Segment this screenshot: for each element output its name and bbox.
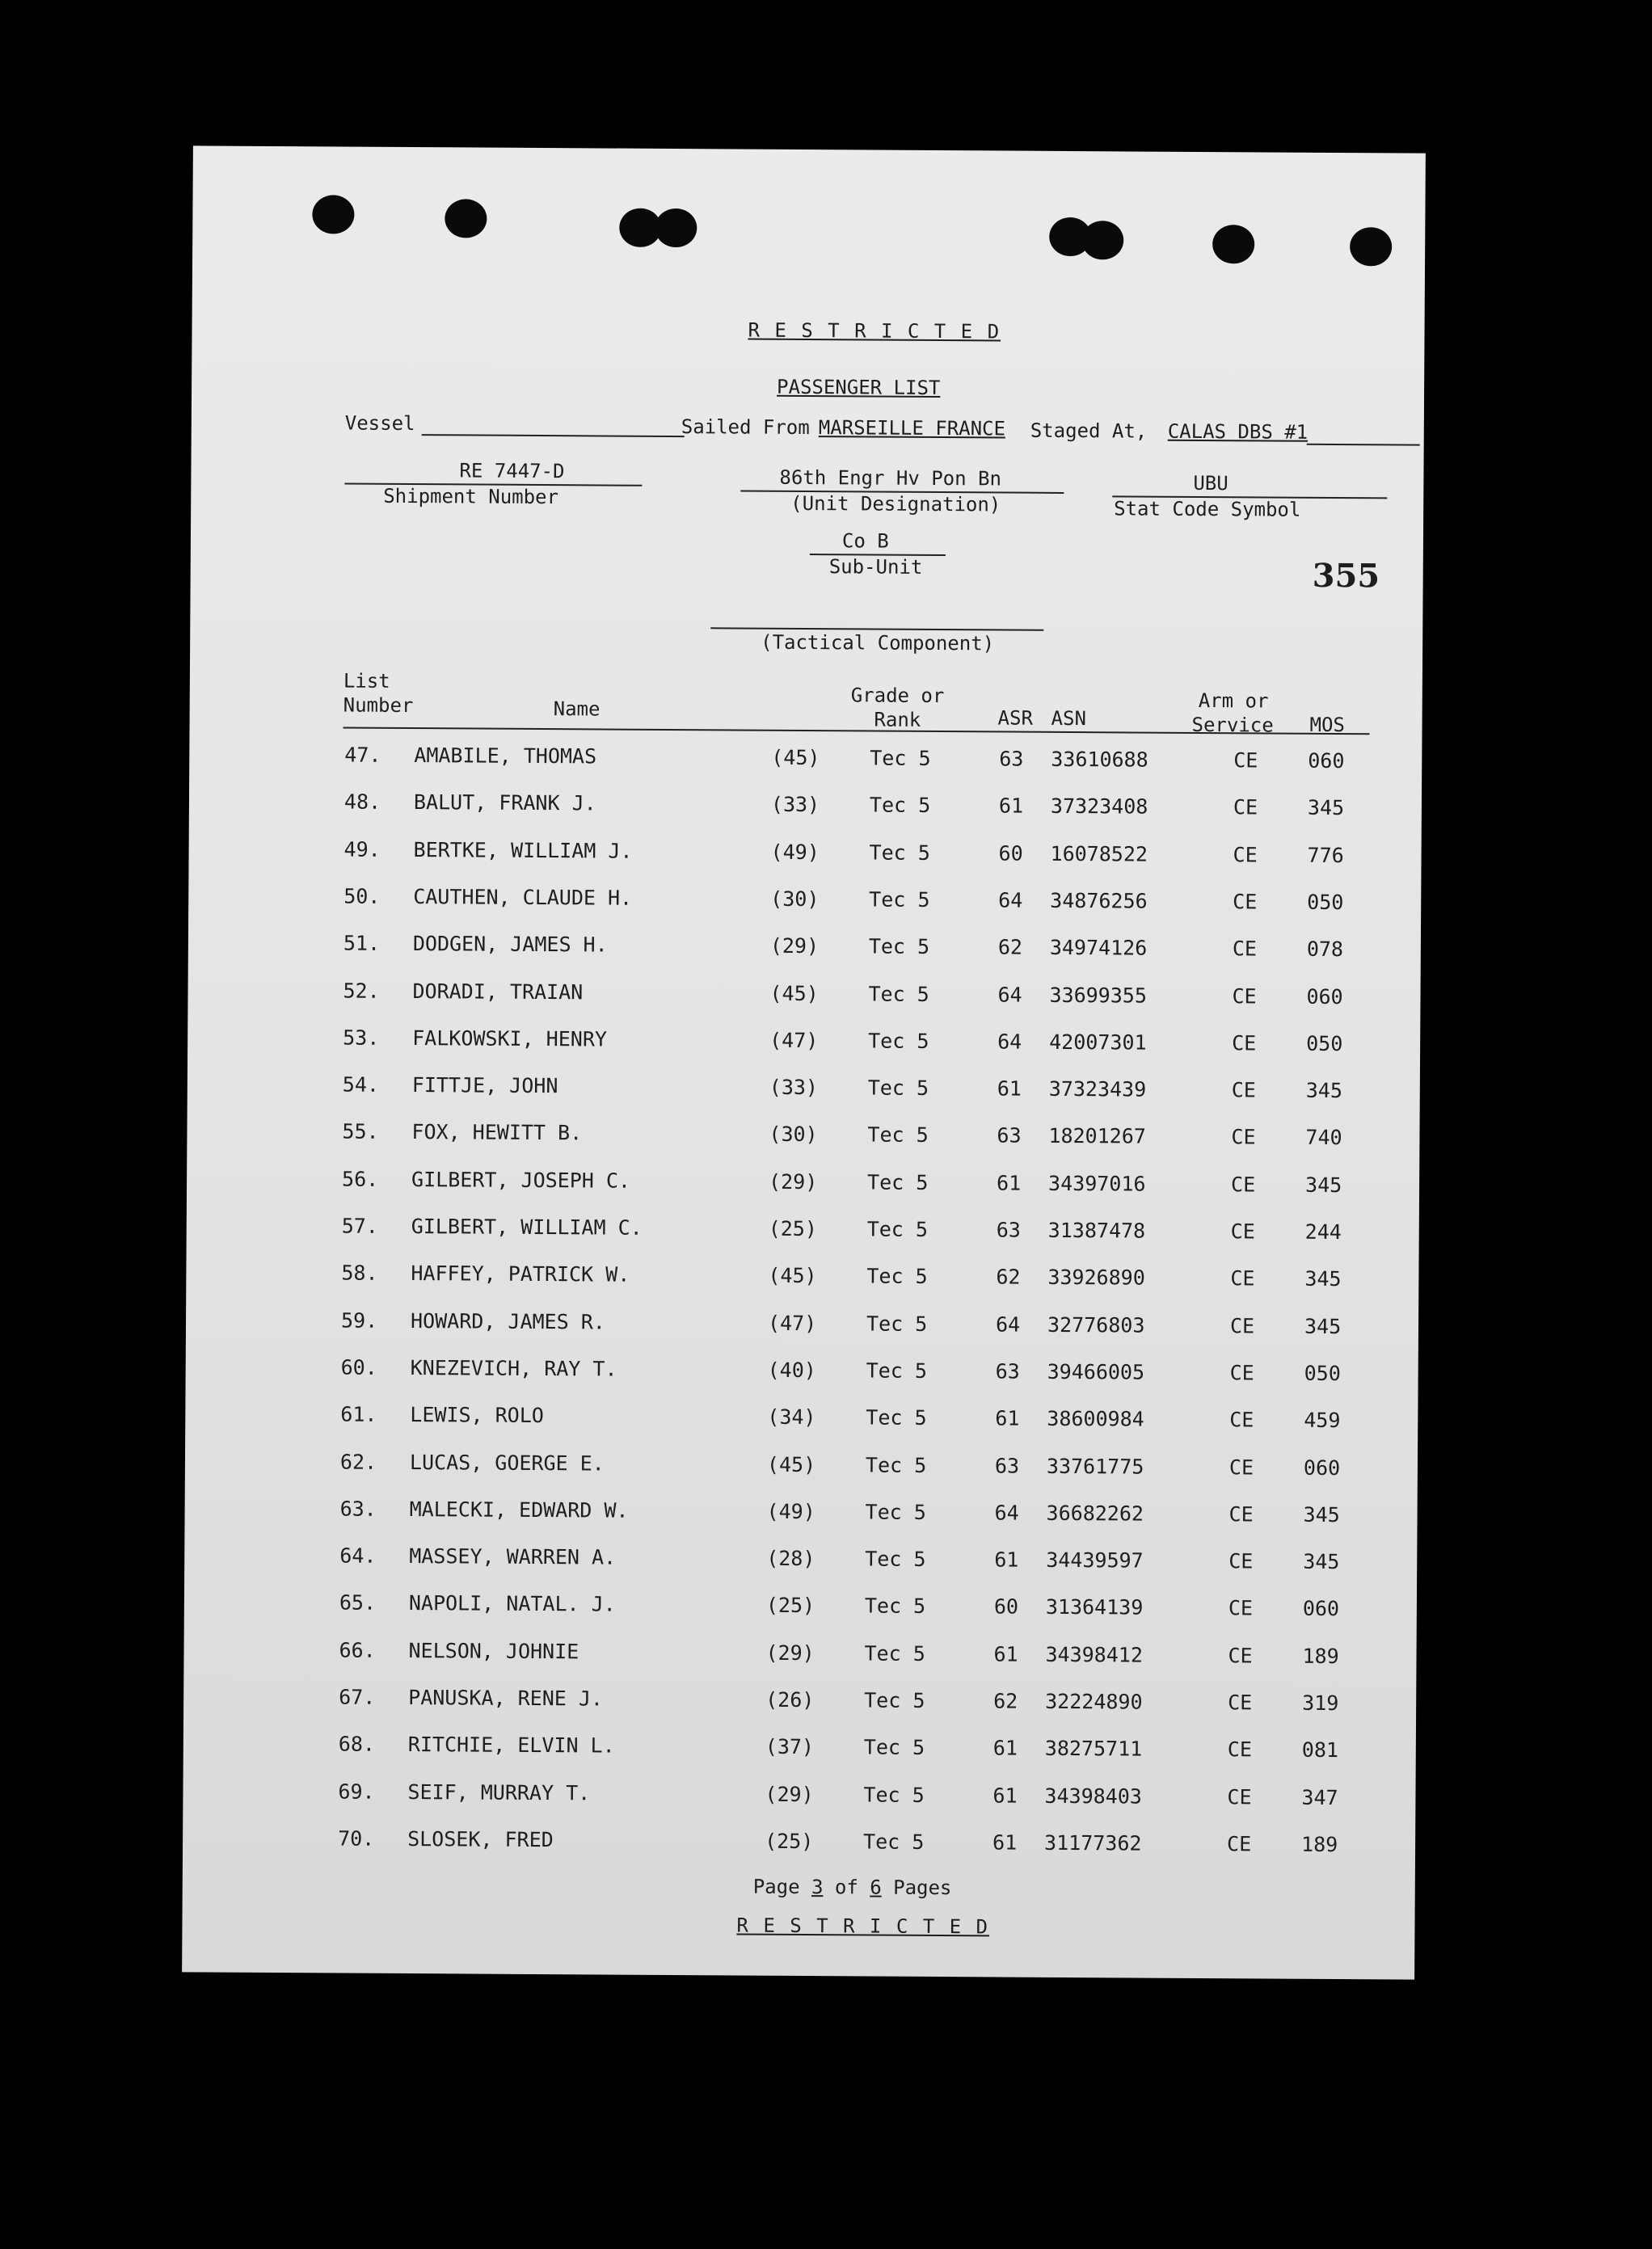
row-mos: 081 [1301,1738,1339,1763]
row-age: (33) [770,793,820,817]
asr-header: ASR [997,706,1034,730]
row-list-number: 51. [343,931,381,955]
row-grade: Tec 5 [870,746,931,770]
row-arm-service: CE [1229,1313,1255,1338]
name-header: Name [553,697,601,721]
table-row [183,1684,1416,1724]
row-list-number: 53. [343,1026,380,1050]
row-grade: Tec 5 [866,1312,928,1336]
row-arm-service: CE [1233,795,1258,819]
row-grade: Tec 5 [865,1500,926,1524]
row-mos: 060 [1306,984,1343,1009]
row-arm-service: CE [1231,1078,1257,1102]
row-mos: 345 [1305,1078,1343,1103]
row-age: (45) [766,1452,816,1476]
row-list-number: 59. [340,1308,378,1333]
row-grade: Tec 5 [869,887,930,912]
row-mos: 050 [1306,1031,1343,1055]
row-name: GILBERT, WILLIAM C. [411,1215,643,1240]
row-grade: Tec 5 [864,1594,926,1619]
table-row [189,742,1422,781]
row-name: SEIF, MURRAY T. [407,1779,591,1805]
row-name: CAUTHEN, CLAUDE H. [413,884,633,910]
row-grade: Tec 5 [867,1076,929,1101]
row-arm-service: CE [1232,983,1257,1008]
row-grade: Tec 5 [864,1641,925,1666]
row-grade: Tec 5 [865,1452,927,1477]
document-title: PASSENGER LIST [777,375,941,400]
table-row [183,1637,1416,1677]
row-asr: 63 [997,1123,1022,1148]
restricted-header: R E S T R I C T E D [748,318,1001,343]
row-list-number: 60. [340,1355,377,1379]
row-list-number: 61. [340,1402,377,1426]
row-asn: 32776803 [1047,1312,1145,1337]
row-mos: 345 [1303,1549,1340,1574]
row-age: (47) [769,1028,819,1052]
vessel-underline [422,434,685,437]
row-name: HOWARD, JAMES R. [410,1308,605,1334]
row-name: HAFFEY, PATRICK W. [411,1261,630,1287]
row-grade: Tec 5 [867,1170,929,1194]
row-age: (29) [765,1640,815,1665]
row-grade: Tec 5 [869,793,931,818]
row-list-number: 57. [341,1214,378,1238]
row-list-number: 70. [338,1826,375,1851]
document-page [182,145,1426,1979]
row-arm-service: CE [1232,937,1258,961]
sub-unit-label: Sub-Unit [828,555,923,579]
shipment-number-label: Shipment Number [383,484,559,509]
table-row [188,1072,1420,1111]
row-grade: Tec 5 [866,1405,927,1430]
row-asr: 63 [996,1218,1021,1242]
table-row [188,1025,1420,1064]
row-mos: 345 [1304,1314,1342,1338]
table-row [184,1496,1417,1535]
row-list-number: 48. [343,790,381,815]
row-list-number: 58. [341,1261,378,1286]
row-list-number: 54. [342,1072,380,1097]
row-grade: Tec 5 [867,1122,929,1148]
row-asn: 34398403 [1044,1784,1142,1809]
row-mos: 050 [1304,1361,1341,1385]
row-list-number: 49. [343,837,381,861]
row-age: (29) [769,933,820,958]
row-mos: 345 [1304,1267,1342,1291]
sailed-from-value: MARSEILLE FRANCE [818,416,1006,440]
stamp-number: 355 [1312,556,1380,596]
row-list-number: 67. [339,1685,376,1709]
row-list-number: 64. [339,1544,377,1568]
row-asn: 31387478 [1047,1218,1146,1243]
page-number: 3 [811,1876,824,1899]
row-arm-service: CE [1228,1643,1253,1668]
arm-header-line2: Service [1191,713,1274,737]
row-mos: 776 [1307,843,1344,867]
row-age: (45) [768,1264,817,1288]
row-name: MASSEY, WARREN A. [409,1544,617,1569]
punch-hole [1081,221,1123,259]
row-asr: 64 [995,1312,1021,1337]
stat-code: UBU [1193,471,1228,495]
row-age: (33) [769,1075,819,1100]
row-arm-service: CE [1227,1784,1252,1809]
list-number-header [343,669,414,718]
row-name: KNEZEVICH, RAY T. [410,1355,617,1381]
table-row [188,978,1420,1017]
row-asr: 61 [997,1171,1022,1195]
unit-designation-label: (Unit Designation) [790,491,1001,516]
row-asn: 34876256 [1050,888,1148,913]
mos-header: MOS [1309,713,1346,737]
punch-hole [655,208,697,247]
table-row [188,931,1421,971]
row-asr: 62 [993,1689,1018,1713]
table-row [185,1449,1418,1489]
punch-hole [1350,227,1392,266]
row-mos: 189 [1301,1832,1338,1856]
row-asr: 61 [998,794,1024,818]
row-age: (26) [765,1687,815,1712]
row-name: NAPOLI, NATAL. J. [408,1591,616,1616]
row-asr: 61 [992,1736,1018,1760]
row-list-number: 62. [339,1450,377,1474]
row-grade: Tec 5 [868,981,929,1006]
row-age: (45) [769,981,819,1005]
row-mos: 345 [1307,796,1345,820]
arm-header-line1: Arm or [1198,689,1269,713]
table-row [186,1261,1418,1300]
row-asr: 64 [997,1030,1022,1054]
row-name: BALUT, FRANK J. [413,790,596,815]
row-name: RITCHIE, ELVIN L. [407,1733,615,1758]
row-arm-service: CE [1233,748,1258,773]
unit-designation: 86th Engr Hv Pon Bn [779,465,1002,491]
row-mos: 345 [1303,1502,1340,1527]
list-number-header-line1: List [343,669,390,693]
row-mos: 078 [1306,937,1344,962]
restricted-footer: R E S T R I C T E D [736,1914,990,1939]
vessel-label: Vessel [344,411,415,436]
row-age: (25) [765,1829,814,1853]
table-row [188,883,1421,923]
row-asr: 60 [993,1594,1019,1619]
row-asn: 36682262 [1046,1501,1144,1526]
row-age: (29) [765,1782,814,1806]
table-row [185,1402,1418,1442]
grade-header-line1: Grade or [850,684,945,708]
row-asr: 61 [994,1548,1019,1572]
row-asn: 37323439 [1048,1076,1147,1101]
table-row [184,1590,1417,1630]
row-grade: Tec 5 [866,1358,928,1383]
row-age: (25) [765,1594,815,1618]
row-asn: 31177362 [1044,1830,1142,1855]
row-name: MALECKI, EDWARD W. [409,1497,629,1522]
table-row [188,836,1421,876]
row-age: (49) [770,840,820,864]
row-asr: 61 [995,1406,1020,1430]
row-grade: Tec 5 [865,1547,926,1572]
row-age: (40) [767,1358,816,1382]
row-asn: 34439597 [1046,1548,1144,1573]
row-age: (34) [767,1405,816,1430]
row-asn: 33761775 [1046,1454,1144,1479]
table-row [183,1732,1416,1771]
row-grade: Tec 5 [869,840,930,865]
row-age: (30) [770,887,820,912]
row-asn: 16078522 [1050,841,1148,866]
row-age: (30) [769,1122,818,1147]
row-mos: 060 [1302,1597,1340,1621]
row-list-number: 68. [338,1732,376,1757]
row-asr: 64 [998,888,1023,912]
row-name: SLOSEK, FRED [407,1826,554,1852]
punch-hole [312,195,354,234]
row-age: (29) [769,1169,818,1194]
row-asn: 34397016 [1048,1171,1146,1196]
row-mos: 319 [1302,1691,1339,1716]
row-mos: 459 [1304,1408,1341,1433]
row-name: FOX, HEWITT B. [411,1120,583,1145]
row-asn: 37323408 [1050,794,1148,819]
table-row [187,1119,1419,1159]
row-asn: 42007301 [1049,1030,1147,1055]
row-asn: 32224890 [1045,1689,1143,1714]
staged-at-label: Staged At, [1030,419,1148,443]
row-arm-service: CE [1228,1455,1254,1479]
grade-header [851,683,945,732]
row-name: NELSON, JOHNIE [408,1638,579,1664]
row-asn: 33926890 [1047,1266,1145,1290]
row-arm-service: CE [1233,842,1258,867]
row-name: GILBERT, JOSEPH C. [411,1167,631,1193]
table-row [186,1354,1418,1394]
row-arm-service: CE [1228,1549,1254,1573]
row-mos: 740 [1305,1126,1342,1150]
row-asr: 63 [995,1359,1020,1384]
row-asr: 61 [997,1076,1022,1101]
row-list-number: 47. [344,743,381,767]
row-age: (25) [768,1216,818,1241]
row-asn: 33610688 [1051,747,1148,772]
page-label-pre: Page [752,1875,800,1898]
page-label-post: Pages [893,1876,952,1900]
row-asr: 63 [999,747,1024,771]
row-asr: 61 [992,1830,1018,1855]
row-asn: 31364139 [1045,1595,1144,1619]
row-asr: 60 [998,841,1023,865]
row-list-number: 65. [339,1590,377,1615]
row-asr: 64 [994,1501,1019,1525]
stat-code-label: Stat Code Symbol [1114,497,1301,521]
row-name: FITTJE, JOHN [411,1073,558,1098]
row-asn: 38275711 [1044,1737,1143,1761]
sub-unit: Co B [841,529,889,553]
row-arm-service: CE [1232,1031,1257,1055]
grade-header-line2: Rank [874,708,921,731]
page-total: 6 [870,1876,882,1899]
tactical-component-label: (Tactical Component) [761,630,995,655]
table-row [187,1166,1419,1206]
page-indicator [753,1876,952,1900]
row-asr: 62 [996,1265,1021,1289]
row-asr: 61 [992,1784,1018,1808]
row-asn: 34398412 [1045,1642,1144,1667]
row-arm-service: CE [1227,1832,1252,1856]
row-name: FALKOWSKI, HENRY [412,1026,608,1051]
row-name: BERTKE, WILLIAM J. [413,837,633,863]
row-grade: Tec 5 [868,1029,929,1053]
row-list-number: 69. [338,1779,375,1804]
row-list-number: 55. [342,1119,379,1144]
row-name: DODGEN, JAMES H. [412,932,608,957]
row-arm-service: CE [1231,1172,1256,1197]
shipment-number: RE 7447-D [459,459,565,483]
row-asn: 39466005 [1047,1359,1145,1384]
row-mos: 347 [1301,1785,1338,1809]
row-arm-service: CE [1229,1361,1254,1385]
sailed-from-label: Sailed From [681,415,810,440]
row-arm-service: CE [1228,1502,1254,1527]
row-arm-service: CE [1231,1125,1256,1149]
row-name: LEWIS, ROLO [410,1403,544,1428]
row-mos: 345 [1305,1173,1342,1197]
row-arm-service: CE [1230,1266,1255,1291]
row-mos: 060 [1308,748,1345,773]
row-list-number: 52. [343,979,380,1003]
row-asn: 38600984 [1047,1407,1144,1431]
staged-at-value: CALAS DBS #1 [1167,419,1309,444]
row-arm-service: CE [1233,890,1258,914]
row-mos: 189 [1302,1644,1339,1668]
row-asr: 64 [997,982,1022,1007]
row-list-number: 63. [339,1497,377,1521]
table-row [189,790,1422,829]
row-list-number: 50. [343,884,381,908]
row-mos: 060 [1303,1455,1341,1480]
row-grade: Tec 5 [868,934,930,959]
row-arm-service: CE [1229,1408,1254,1432]
row-age: (45) [771,745,820,770]
row-grade: Tec 5 [866,1217,929,1241]
row-arm-service: CE [1228,1596,1254,1620]
row-name: DORADI, TRAIAN [412,979,584,1004]
row-grade: Tec 5 [866,1264,928,1289]
page-of: of [834,1876,858,1899]
staged-underline [1307,444,1420,446]
row-age: (47) [767,1311,817,1335]
arm-service-header [1191,689,1274,738]
row-name: AMABILE, THOMAS [414,743,597,769]
table-row [184,1543,1417,1582]
punch-hole [1212,225,1254,263]
row-name: LUCAS, GOERGE E. [409,1450,605,1476]
row-asr: 62 [997,935,1023,959]
table-row [186,1308,1418,1347]
table-row [183,1779,1415,1818]
row-asn: 33699355 [1049,983,1148,1008]
row-asr: 63 [994,1453,1020,1478]
punch-hole [445,199,487,238]
row-age: (37) [765,1735,815,1759]
asn-header: ASN [1051,706,1087,731]
list-number-header-line2: Number [343,693,414,718]
row-arm-service: CE [1228,1691,1253,1715]
table-row [183,1826,1415,1865]
row-mos: 244 [1304,1219,1342,1245]
row-arm-service: CE [1230,1219,1255,1244]
row-list-number: 56. [342,1167,379,1191]
row-grade: Tec 5 [863,1830,925,1854]
row-age: (49) [766,1499,815,1523]
row-arm-service: CE [1227,1737,1253,1762]
row-mos: 050 [1307,890,1344,914]
row-age: (28) [766,1546,815,1571]
row-asn: 18201267 [1048,1124,1146,1148]
table-row [187,1213,1419,1253]
row-grade: Tec 5 [863,1735,925,1760]
row-list-number: 66. [339,1638,376,1662]
row-asr: 61 [993,1642,1018,1666]
row-asn: 34974126 [1049,936,1148,960]
row-grade: Tec 5 [863,1783,925,1807]
row-name: PANUSKA, RENE J. [408,1686,604,1711]
row-grade: Tec 5 [864,1688,925,1712]
